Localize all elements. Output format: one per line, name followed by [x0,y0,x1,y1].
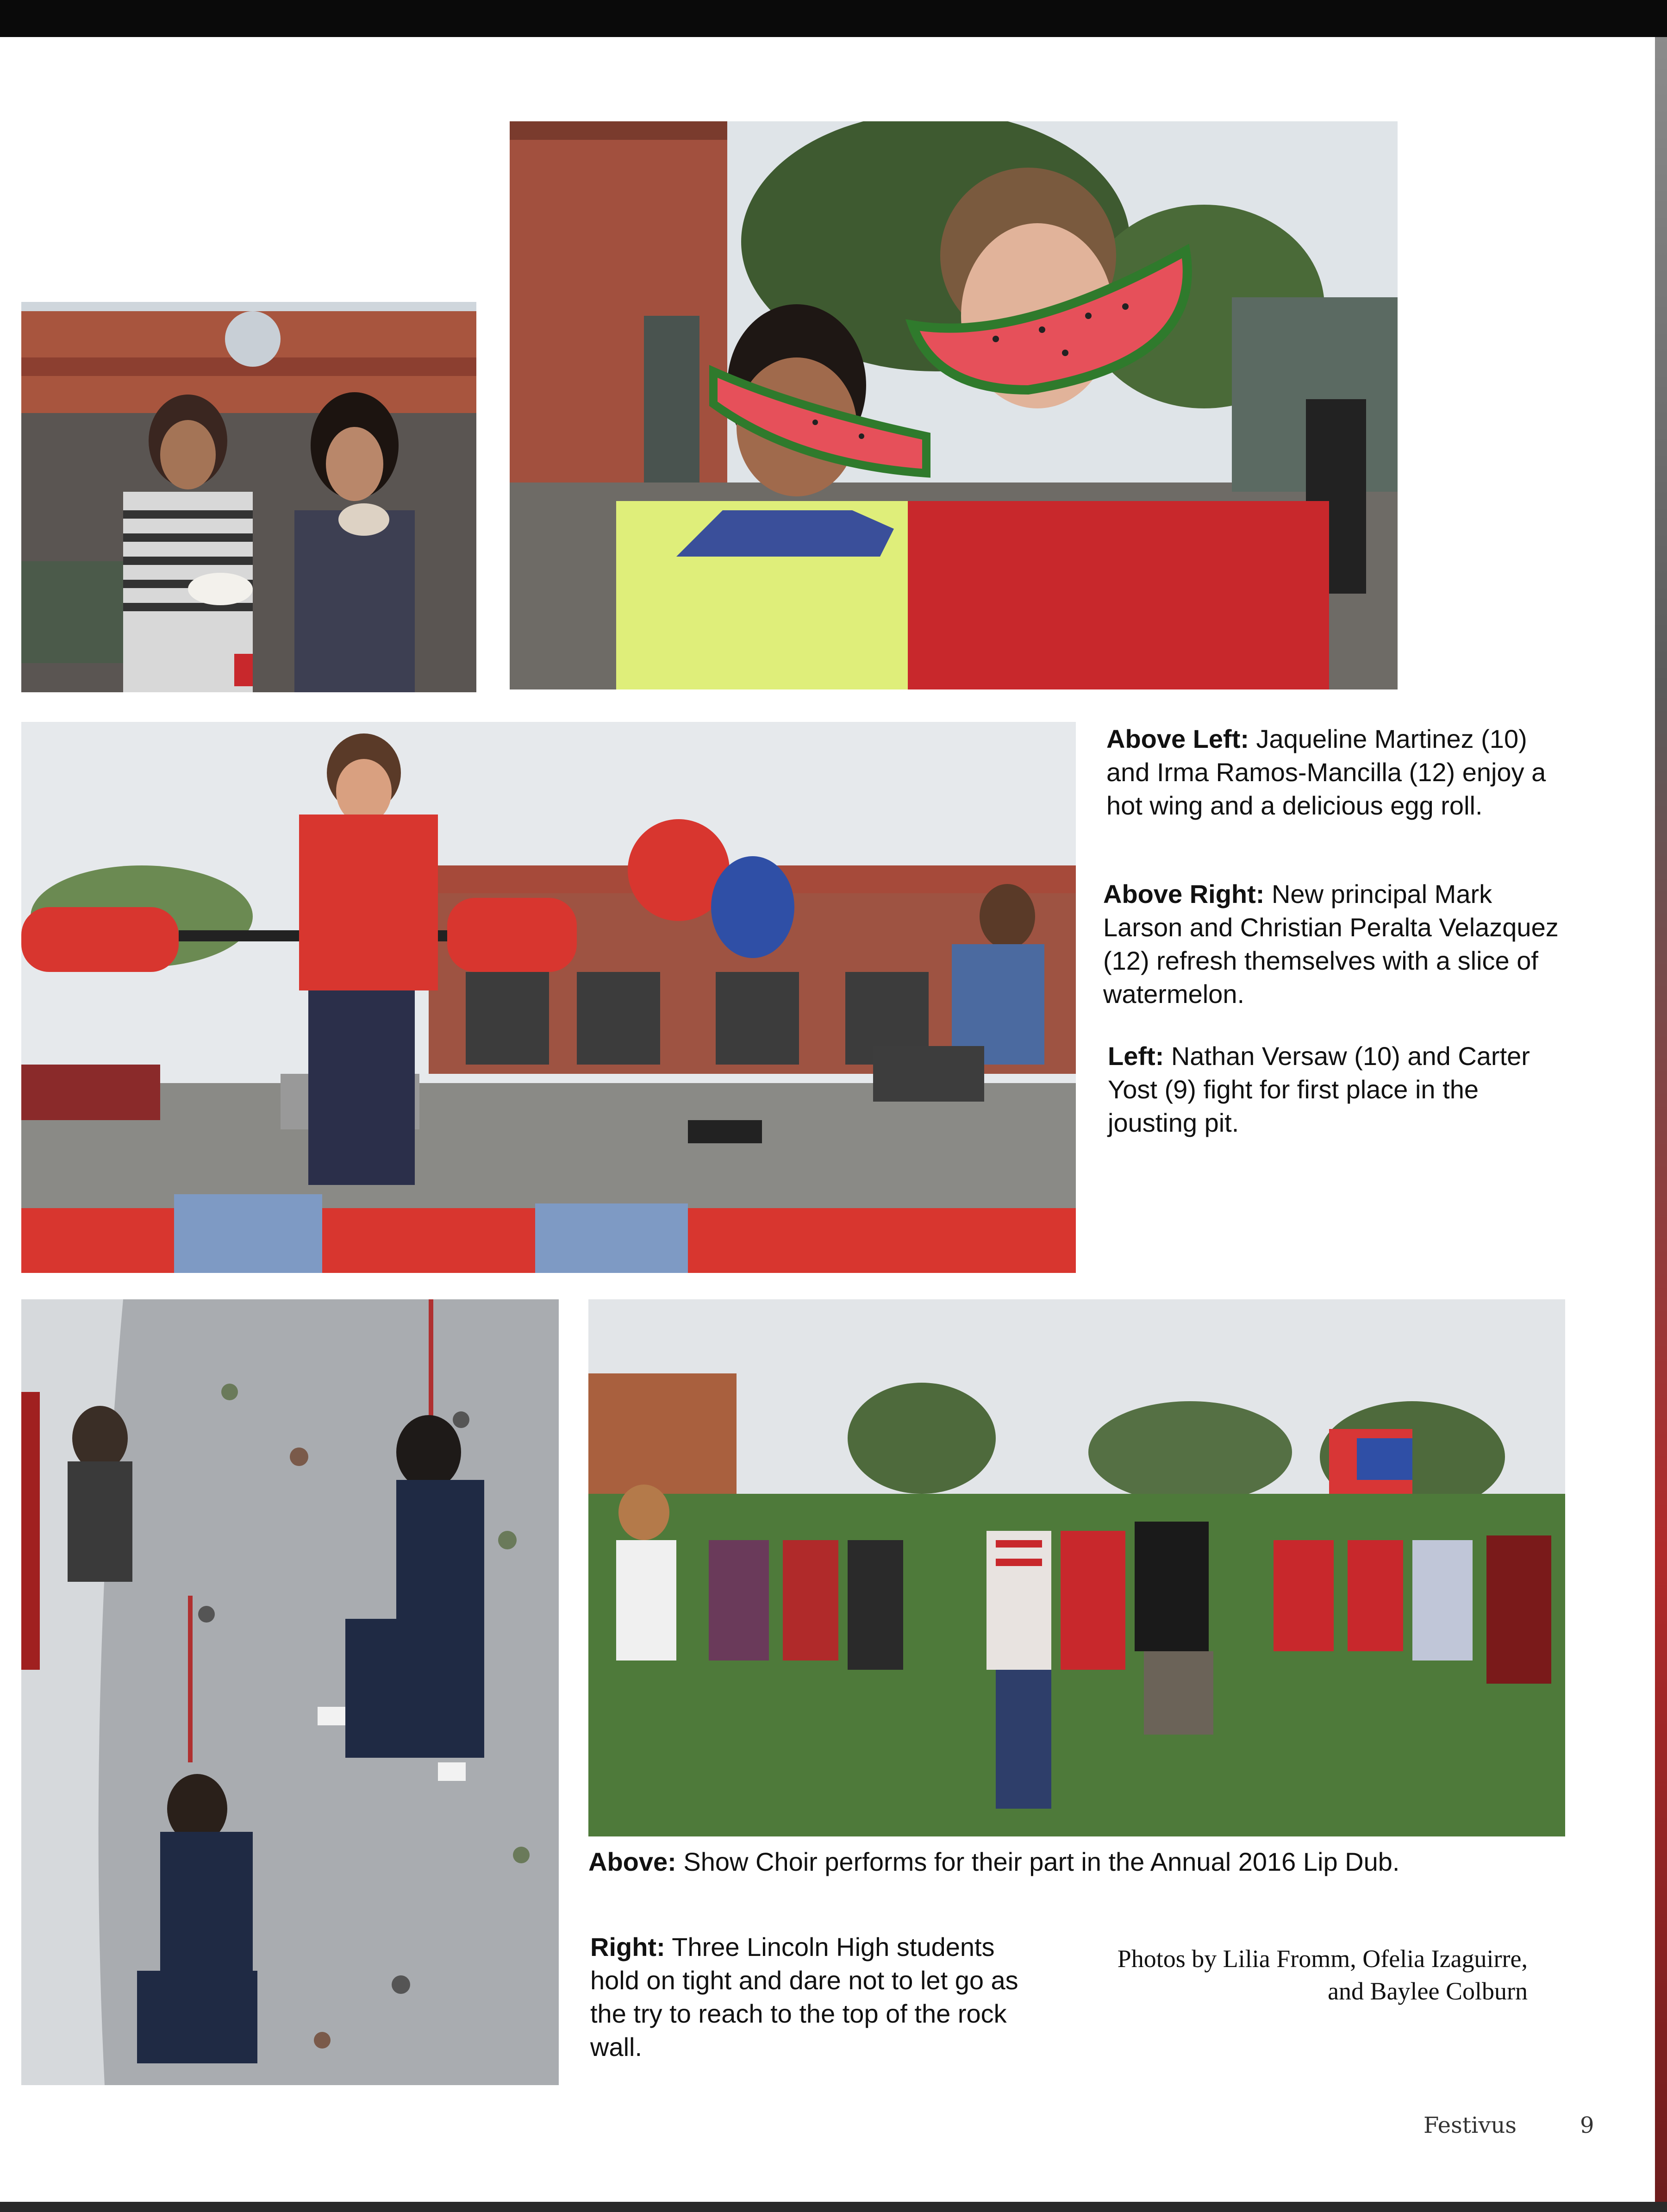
photo-credit [1042,1943,1528,2007]
credit-line-2: and Baylee Colburn [1328,1977,1528,2005]
caption-label: Above Right: [1103,879,1265,909]
publication-name: Festivus [1424,2112,1517,2138]
photo-jousting [21,722,1076,1273]
scan-top-border [0,0,1667,37]
caption-text: Nathan Versaw (10) and Carter Yost (9) fight for first place in the jousting pit. [1108,1041,1530,1137]
caption-text: New principal Mark Larson and Christian Peralta Velazquez (12) refresh themselves with a slice of watermelon. [1103,879,1559,1009]
scan-right-edge [1655,37,1667,2202]
caption-label: Right: [590,1932,665,1961]
caption-text: Show Choir performs for their part in the Annual 2016 Lip Dub. [676,1847,1400,1876]
caption-label: Above: [588,1847,676,1876]
scan-bottom-border [0,2202,1667,2212]
caption-label: Left: [1108,1041,1164,1071]
caption-left [1108,1040,1534,1140]
caption-above-right [1103,877,1571,1011]
caption-above [588,1845,1565,1879]
caption-above-left [1106,722,1574,822]
caption-text: Jaqueline Martinez (10) and Irma Ramos-Mancilla (12) enjoy a hot wing and a delicious egg roll. [1106,724,1546,820]
caption-right [590,1930,1030,2064]
photo-hot-wing [21,302,476,692]
credit-line-1: Photos by Lilia Fromm, Ofelia Izaguirre, [1117,1945,1528,1973]
photo-rock-wall [21,1299,559,2085]
photo-watermelon [510,121,1398,689]
page-number: 9 [1580,2112,1594,2138]
photo-lip-dub [588,1299,1565,1836]
caption-text: Three Lincoln High students hold on tight and dare not to let go as the try to reach to the top of the rock wall. [590,1932,1018,2062]
caption-label: Above Left: [1106,724,1249,753]
